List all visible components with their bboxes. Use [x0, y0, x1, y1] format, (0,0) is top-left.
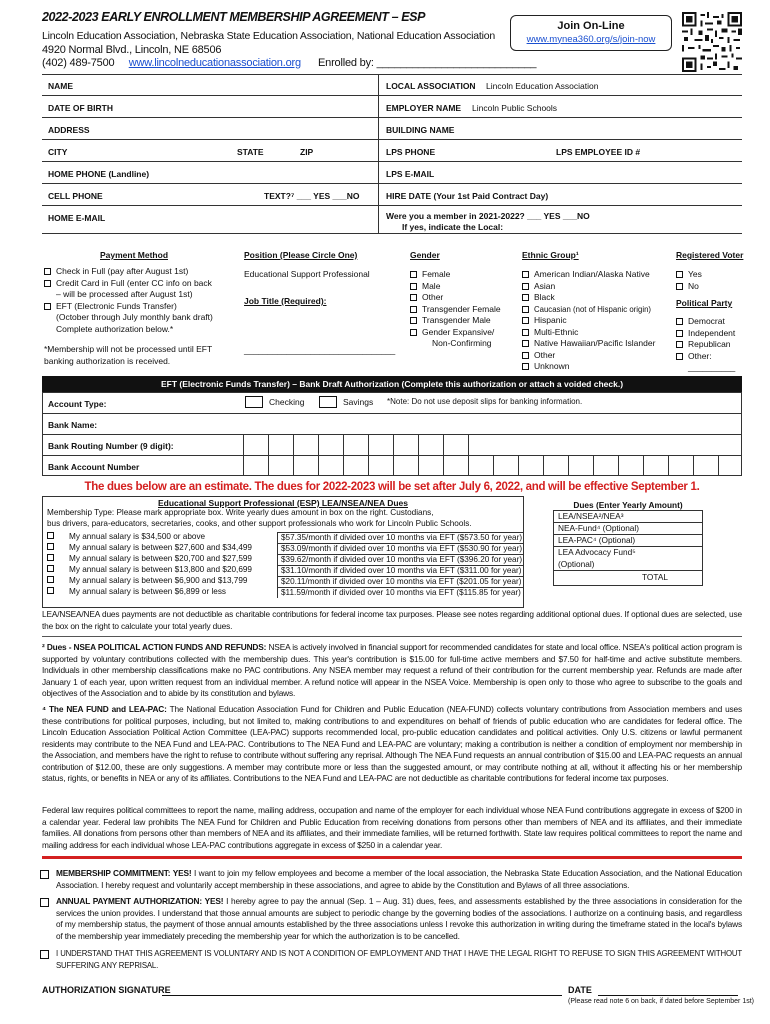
- row-address: [42, 118, 742, 140]
- federal-law-paragraph: Federal law requires political committees to report the name, mailing address, occupation and name of the employer for each individual whose NEA Fund contributions aggregate in excess of $200 in a calendar year. Federal law prohibits The NEA Fund for Children and Public Education from receiving donations from persons other than members of NEA and its affiliates, and their immediate families. All donations from persons other than members of NEA and its affiliates, and their immediate families, will be returned forthwith. State law requires political committees to report the name and mailing address for each individual whose LEA-PAC contributions aggregate in excess of $250 in a calendar year.: [42, 805, 742, 850]
- contact-line: [42, 57, 536, 71]
- bank-name-label: Bank Name:: [48, 420, 98, 430]
- row-home-phone: [42, 162, 742, 184]
- payment-heading: Payment Method: [100, 250, 169, 260]
- home-email-field[interactable]: HOME E-MAIL: [48, 213, 106, 223]
- checkbox-icon: [522, 317, 529, 324]
- building-field[interactable]: BUILDING NAME: [386, 125, 455, 135]
- checkbox-icon: [676, 353, 683, 360]
- join-link[interactable]: www.mynea360.org/s/join-now: [526, 33, 656, 45]
- join-title: Join On-Line: [557, 20, 625, 32]
- row-dob: [42, 96, 742, 118]
- address-field[interactable]: ADDRESS: [48, 125, 90, 135]
- bank-authorization: [42, 392, 742, 476]
- checkbox-icon: [410, 271, 417, 278]
- employer-label: EMPLOYER NAME: [386, 103, 462, 113]
- checkbox-icon: [522, 306, 529, 313]
- esp-dues-table: [42, 496, 524, 608]
- job-title-field[interactable]: ________________________________: [244, 345, 396, 355]
- local-assoc-value: Lincoln Education Association: [486, 81, 599, 91]
- checkbox-icon: [522, 363, 529, 370]
- checkbox-icon: [319, 396, 337, 408]
- checkbox-icon: [410, 306, 417, 313]
- ethnic-option[interactable]: American Indian/Alaska Native: [522, 269, 655, 281]
- deductible-note: LEA/NSEA/NEA dues payments are not deductible as charitable contributions for federal income tax purposes. Please see notes regarding additional optional dues. If optional dues are selected, use the box on the right to calculate your total yearly dues.: [42, 609, 742, 631]
- ethnic-option[interactable]: Hispanic: [522, 315, 655, 327]
- routing-cells[interactable]: [243, 435, 493, 455]
- date-label: DATE: [568, 985, 592, 995]
- dues-nea-fund[interactable]: NEA-Fund⁴ (Optional): [554, 523, 702, 535]
- party-republican[interactable]: Republican: [676, 339, 735, 351]
- checkbox-icon: [676, 283, 683, 290]
- gender-expansive[interactable]: Gender Expansive/: [410, 327, 501, 339]
- pay-credit-note: – will be processed after August 1st): [56, 289, 193, 299]
- checkbox-icon: [522, 329, 529, 336]
- address: 4920 Normal Blvd., Lincoln, NE 68506: [42, 44, 222, 56]
- gender-other[interactable]: Other: [410, 292, 501, 304]
- pay-eft[interactable]: EFT (Electronic Funds Transfer): [44, 301, 213, 313]
- org-names: Lincoln Education Association, Nebraska State Education Association, National Education Association: [42, 30, 495, 42]
- checkbox-icon: [522, 294, 529, 301]
- party-other-field[interactable]: __________: [688, 362, 736, 372]
- ethnic-option[interactable]: Other: [522, 350, 655, 362]
- ethnic-option[interactable]: Unknown: [522, 361, 655, 373]
- pay-eft-note2: Complete authorization below.*: [56, 323, 174, 334]
- lps-email-field[interactable]: LPS E-MAIL: [386, 169, 435, 179]
- gender-male[interactable]: Male: [410, 281, 501, 293]
- ethnic-option[interactable]: Multi-Ethnic: [522, 327, 655, 339]
- membership-commitment[interactable]: MEMBERSHIP COMMITMENT: YES! I want to join my fellow employees and become a member of the local association, the Nebraska State Education Association, and the National Education Association. I hereby request and voluntarily accept membership in these associations, and agree to abide by the Constitution and Bylaws of all three associations.: [40, 868, 742, 891]
- checkbox-icon: [44, 268, 51, 275]
- checkbox-icon: [676, 271, 683, 278]
- ethnic-option[interactable]: Native Hawaiian/Pacific Islander: [522, 338, 655, 350]
- account-type-label: Account Type:: [48, 399, 107, 409]
- qr-code-icon: [682, 12, 742, 72]
- employer-value: Lincoln Public Schools: [472, 103, 558, 113]
- lps-id-field[interactable]: LPS EMPLOYEE ID #: [556, 147, 641, 157]
- checkbox-icon: [676, 330, 683, 337]
- checkbox-icon: [40, 950, 49, 959]
- checkbox-icon: [522, 283, 529, 290]
- member-local[interactable]: If yes, indicate the Local:: [402, 222, 504, 232]
- dues-lea-pac[interactable]: LEA-PAC⁴ (Optional): [554, 535, 702, 547]
- payment-authorization[interactable]: ANNUAL PAYMENT AUTHORIZATION: YES! I hereby agree to pay the annual (Sep. 1 – Aug. 31) dues, fees, and assessments established by the three associations in consideration for the services the union provides. I understand that those annual amounts are subject to periodic change by the governing bodies of the associations. I authorize on a continuing basis, and regardless of my membership status, the payment of those annual amounts established by the three associations unless I revoke this authorization in writing during the timeframe stated in the local's bylaws of the membership year immediately preceding the membership year for which the authorization is to be cancelled.: [40, 896, 742, 942]
- voluntary-acknowledgement[interactable]: I UNDERSTAND THAT THIS AGREEMENT IS VOLUNTARY AND IS NOT A CONDITION OF EMPLOYMENT AND THAT I HAVE THE LEGAL RIGHT TO REFUSE TO SIGN THIS AGREEMENT WITHOUT SUFFERING ANY REPRISAL.: [40, 948, 742, 971]
- esp-row[interactable]: My annual salary is between $20,700 and $27,599 $39.62/month if divided over 10 months via EFT ($396.20 for year): [43, 554, 523, 565]
- gender-trans-male[interactable]: Transgender Male: [410, 315, 501, 327]
- position-heading: Position (Please Circle One): [244, 250, 358, 260]
- divider: [42, 636, 742, 637]
- checkbox-icon: [47, 565, 54, 572]
- local-assoc-label: LOCAL ASSOCIATION: [386, 81, 476, 91]
- voter-options: [676, 269, 702, 292]
- savings-option[interactable]: Savings: [319, 396, 373, 408]
- checkbox-icon: [410, 329, 417, 336]
- signature-note: (Please read note 6 on back, if dated before September 1st): [568, 998, 755, 1005]
- deposit-slip-note: *Note: Do not use deposit slips for banking information.: [387, 397, 583, 406]
- enrolled-by: Enrolled by: ___________________________: [318, 57, 537, 69]
- dues-notice: The dues below are an estimate. The dues for 2022-2023 will be set after July 6, 2022, and will be effective September 1.: [84, 481, 700, 493]
- dues-advocacy-optional: (Optional): [554, 559, 702, 571]
- home-phone-field[interactable]: HOME PHONE (Landline): [48, 169, 150, 179]
- checkbox-icon: [44, 303, 51, 310]
- party-options: [676, 316, 735, 374]
- row-city: [42, 140, 742, 162]
- nea-fund-paragraph: ⁴ The NEA FUND and LEA-PAC: The National Education Association Fund for Children and Public Education (NEA-FUND) collects voluntary contributions from Association members and uses these contributions for political purposes, including, but not limited to, making contributions to and expenditures on behalf of friends of public education who are candidates for federal office. The Lincoln Education Association Political Action Committee (LEA-PAC) supports recommended local, pro-public education candidates and political activities. Only U.S. citizens or lawful permanent residents may contribute to the NEA Fund and LEA-PAC. Contributions to The NEA Fund and LEA-PAC are voluntary; making a contribution is neither a condition of employment nor membership in the Association, and members have the right to refuse to contribute without suffering any reprisal. Although The NEA Fund requests an annual contribution of $15.00 and LEA-PAC requests an annual contribution of $12.00, these are only suggestions. A member may contribute more or less than the suggested amount, or may contribute nothing at all, without it affecting his or her membership status, rights, or benefits in NEA or any of its affiliates. Contributions to the NEA Fund and LEA-PAC are not deductible as charitable contributions for federal income tax purposes.: [42, 704, 742, 783]
- checkbox-icon: [47, 543, 54, 550]
- account-row: [43, 456, 741, 476]
- grid-divider: [378, 74, 379, 234]
- signature-field[interactable]: [162, 995, 562, 996]
- routing-row: [43, 435, 741, 456]
- ethnic-option[interactable]: Asian: [522, 281, 655, 293]
- party-other[interactable]: Other:: [676, 351, 735, 363]
- row-email: [42, 206, 742, 234]
- dues-advocacy[interactable]: LEA Advocacy Fund⁵: [558, 547, 636, 557]
- gender-female[interactable]: Female: [410, 269, 501, 281]
- party-democrat[interactable]: Democrat: [676, 316, 735, 328]
- dues-total[interactable]: TOTAL: [642, 572, 668, 582]
- party-independent[interactable]: Independent: [676, 328, 735, 340]
- payment-options: [44, 266, 213, 335]
- voter-no[interactable]: No: [676, 281, 702, 293]
- checkbox-icon: [47, 587, 54, 594]
- checkbox-icon: [410, 294, 417, 301]
- ethnic-heading: Ethnic Group¹: [522, 250, 579, 260]
- esp-sub1: Membership Type: Please mark appropriate box. Write yearly dues amount in box on the right. Custodians,: [47, 508, 434, 517]
- hire-date-field[interactable]: HIRE DATE (Your 1st Paid Contract Day): [386, 191, 549, 201]
- account-label: Bank Account Number: [48, 462, 140, 472]
- name-field[interactable]: NAME: [48, 81, 74, 91]
- checking-option[interactable]: Checking: [245, 396, 304, 408]
- checkbox-icon: [47, 576, 54, 583]
- city-field[interactable]: CITY: [48, 147, 68, 157]
- pay-credit-card[interactable]: Credit Card in Full (enter CC info on back: [44, 278, 213, 290]
- voter-yes[interactable]: Yes: [676, 269, 702, 281]
- checkbox-icon: [522, 271, 529, 278]
- eft-heading: EFT (Electronic Funds Transfer) – Bank Draft Authorization (Complete this authorization or attach a voided check.): [42, 376, 742, 392]
- checkbox-icon: [40, 898, 49, 907]
- payment-note: *Membership will not be processed until EFT banking authorization is received.: [44, 344, 213, 366]
- checkbox-icon: [47, 554, 54, 561]
- ethnic-option[interactable]: Caucasian (not of Hispanic origin): [522, 304, 655, 316]
- checkbox-icon: [245, 396, 263, 408]
- esp-sub2: bus drivers, para-educators, secretaries, cooks, and other support professionals who work for Lincoln Public Schools.: [47, 519, 472, 528]
- checkbox-icon: [40, 870, 49, 879]
- routing-label: Bank Routing Number (9 digit):: [48, 441, 174, 451]
- website-link[interactable]: www.lincolneducationassociation.org: [128, 57, 301, 69]
- esp-row[interactable]: My annual salary is between $6,899 or less $11.59/month if divided over 10 months via EFT ($115.85 for year): [43, 587, 523, 598]
- state-field[interactable]: STATE: [237, 147, 264, 157]
- zip-field[interactable]: ZIP: [300, 147, 314, 157]
- form-title: 2022-2023 EARLY ENROLLMENT MEMBERSHIP AGREEMENT – ESP: [42, 10, 426, 24]
- cell-phone-field[interactable]: CELL PHONE: [48, 191, 103, 201]
- party-heading: Political Party: [676, 298, 733, 308]
- checkbox-icon: [676, 318, 683, 325]
- ethnic-options: [522, 269, 655, 373]
- job-title-label: Job Title (Required):: [244, 296, 327, 306]
- bank-name-row[interactable]: [43, 414, 741, 435]
- gender-options: Female Male Other Transgender Female Transgender Male Gender Expansive/ Non-Confirming: [410, 269, 501, 350]
- member-question[interactable]: Were you a member in 2021-2022? ___ YES ___NO: [386, 211, 590, 221]
- row-cell: [42, 184, 742, 206]
- dues-box-title: Dues (Enter Yearly Amount): [573, 500, 683, 510]
- pay-check-full[interactable]: Check in Full (pay after August 1st): [44, 266, 213, 278]
- dob-field[interactable]: DATE OF BIRTH: [48, 103, 114, 113]
- checkbox-icon: [410, 317, 417, 324]
- checkbox-icon: [522, 352, 529, 359]
- row-name: [42, 74, 742, 96]
- checkbox-icon: [522, 340, 529, 347]
- esp-row[interactable]: My annual salary is between $6,900 and $13,799 $20.11/month if divided over 10 months via EFT ($201.05 for year): [43, 576, 523, 587]
- nsea-paragraph: ² Dues - NSEA POLITICAL ACTION FUNDS AND REFUNDS: NSEA is actively involved in financial support for recommended candidates for state and local office. NSEA's political action program is supported by voluntary contributions collected with the membership dues. This year's contribution is $15.00 for full-time active members and $7.50 for half-time and active substitute members. Individuals in other membership classifications make no PAC contributions. Any NSEA member may request a refund of their contribution for the current membership year. Refunds are made after January 1 of each year, upon written request from an individual member. A refund notice will appear in the NSEA Voice. Membership is open only to those who agree to subscribe to the goals and objectives of the Association and to abide by its constitution and bylaws.: [42, 642, 742, 698]
- account-type-row: [43, 393, 741, 414]
- pay-eft-note: (October through July monthly bank draft): [56, 312, 213, 322]
- lps-phone-field[interactable]: LPS PHONE: [386, 147, 436, 157]
- account-cells[interactable]: [243, 456, 743, 476]
- date-field[interactable]: [598, 995, 738, 996]
- checkbox-icon: [44, 280, 51, 287]
- gender-heading: Gender: [410, 250, 440, 260]
- phone: (402) 489-7500: [42, 57, 115, 69]
- checkbox-icon: [410, 283, 417, 290]
- esp-row[interactable]: My annual salary is between $27,600 and $34,499 $53.09/month if divided over 10 months via EFT ($530.90 for year): [43, 543, 523, 554]
- text-optin[interactable]: TEXT?⁷ ___ YES ___NO: [264, 191, 360, 201]
- position-value[interactable]: Educational Support Professional: [244, 269, 370, 279]
- esp-row[interactable]: My annual salary is between $13,800 and $20,699 $31.10/month if divided over 10 months via EFT ($311.00 for year): [43, 565, 523, 576]
- checkbox-icon: [47, 532, 54, 539]
- dues-lea[interactable]: LEA/NSEA²/NEA³: [554, 511, 702, 523]
- esp-row[interactable]: My annual salary is $34,500 or above $57.35/month if divided over 10 months via EFT ($573.50 for year): [43, 532, 523, 543]
- checkbox-icon: [676, 341, 683, 348]
- dues-box: [553, 510, 703, 586]
- gender-trans-female[interactable]: Transgender Female: [410, 304, 501, 316]
- esp-title: Educational Support Professional (ESP) LEA/NSEA/NEA Dues: [158, 498, 408, 508]
- voter-heading: Registered Voter: [676, 250, 744, 260]
- red-divider: [42, 856, 742, 859]
- signature-label: AUTHORIZATION SIGNATURE: [42, 985, 171, 995]
- join-online-box: [510, 15, 672, 51]
- ethnic-option[interactable]: Black: [522, 292, 655, 304]
